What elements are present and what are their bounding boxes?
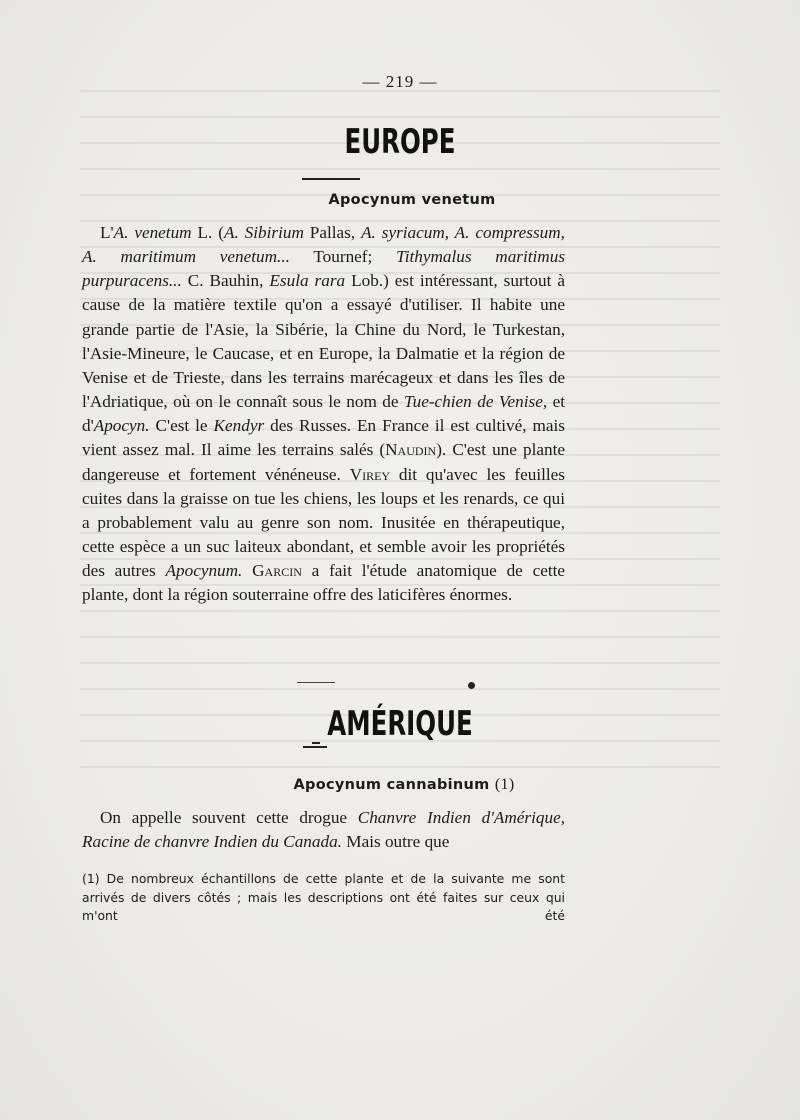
text-run: C. Bauhin,: [181, 271, 270, 291]
text-run: des Russes. En France il est cultivé, mais vient assez mal. Il aime les terrains salés (: [82, 416, 565, 460]
paragraph-cannabinum: [82, 806, 565, 854]
author-name: Garcin: [252, 561, 302, 581]
italic-run: A. syriacum, A. compressum, A. maritimum venetum...: [82, 223, 565, 267]
italic-run: Chanvre Indien d'Amérique, Racine de chanvre Indien du Canada.: [82, 808, 565, 852]
text-run: [242, 561, 252, 580]
text-run: a fait l'étude anatomique de cette plante, dont la région souterraine offre des laticifères énormes.: [82, 561, 566, 605]
italic-run: A. Sibirium: [223, 223, 304, 242]
italic-run: Kendyr: [213, 416, 265, 436]
title-underline-accent: [312, 742, 320, 744]
species-heading-text: Apocynum cannabinum: [293, 777, 490, 793]
text-run: ). C'est une plante dangereuse et fortement vénéneuse.: [82, 440, 565, 484]
title-underline: [303, 746, 327, 748]
italic-run: Tue-chien de Venise,: [403, 392, 548, 412]
author-name: Virey: [349, 464, 391, 484]
section-divider: [297, 682, 335, 683]
species-heading-cannabinum: [4, 776, 800, 794]
text-run: et d': [82, 392, 565, 436]
text-run: L': [100, 223, 114, 242]
italic-run: Esula rara: [269, 271, 346, 291]
text-run: On appelle souvent cette drogue: [100, 808, 358, 827]
footnote: (1) De nombreux échantillons de cette plante et de la suivante me sont arrivés de divers côtés ; mais les descriptions ont été faites sur ceux qui m'ont été: [82, 871, 565, 923]
italic-run: Apocyn.: [93, 416, 150, 436]
italic-run: Apocynum.: [165, 561, 243, 581]
section-title-europe: EUROPE: [344, 122, 456, 162]
author-name: Naudin: [385, 440, 437, 460]
text-run: Mais outre que: [341, 832, 450, 852]
text-run: Lob.) est intéressant, surtout à cause de la matière textile qu'on a essayé d'utiliser. Il habite une grande partie de l'Asie, la Sibérie, la Chine du Nord, le Turkestan, l'Asie-Mineure, le Caucase, et en Europe, la Dalmatie et la région de Venise et de Trieste, dans les terrains marécageux et dans les îles de l'Adriatique, où on le connaît sous le nom de: [82, 271, 565, 412]
text-run: C'est le: [149, 416, 214, 436]
text-run: dit qu'avec les feuilles cuites dans la graisse on tue les chiens, les loups et les renards, ce qui a probablement valu au genre son nom. Inusitée en thérapeutique, cette espèce a un suc laiteux abondant, et semble avoir les propriétés des autres: [82, 464, 565, 581]
italic-run: Tithymalus maritimus purpuracens...: [82, 247, 566, 291]
paragraph-venetum: [82, 221, 565, 608]
ink-spot: [468, 682, 475, 689]
footnote-reference: (1): [494, 776, 515, 793]
text-run: L. (: [191, 223, 224, 242]
italic-run: A. venetum: [113, 223, 192, 242]
title-underline: [302, 178, 360, 180]
section-title-amerique: AMÉRIQUE: [327, 704, 473, 744]
text-run: Tournef;: [289, 247, 397, 267]
page-number: — 219 —: [362, 72, 438, 91]
species-heading-venetum: Apocynum venetum: [328, 192, 496, 208]
text-run: Pallas,: [303, 223, 362, 242]
